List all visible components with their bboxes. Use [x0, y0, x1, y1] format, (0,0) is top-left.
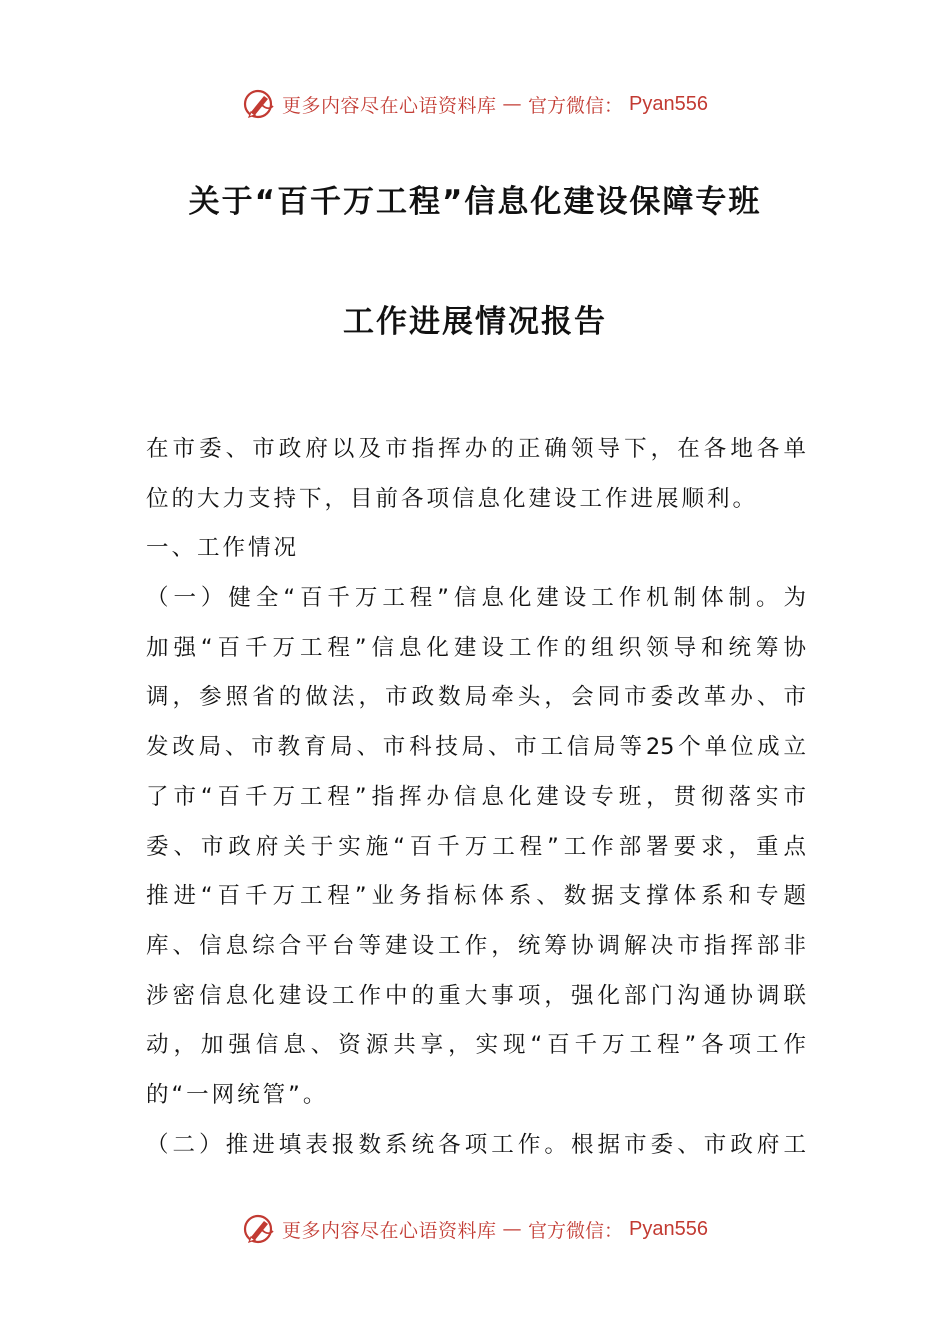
- watermark-wechat-label: 官方微信：: [528, 94, 624, 117]
- body-line: 推进“百千万工程”业务指标体系、数据支撑体系和专题: [146, 883, 806, 910]
- body-line: 了市“百千万工程”指挥办信息化建设专班，贯彻落实市: [146, 783, 806, 810]
- body-line: 发改局、市教育局、市科技局、市工信局等25个单位成立: [146, 734, 806, 761]
- body-line: 的“一网统管”。: [146, 1081, 329, 1108]
- body-line: 库、信息综合平台等建设工作，统筹协调解决市指挥部非: [146, 932, 806, 959]
- watermark-dash: —: [502, 93, 523, 115]
- watermark-dash: —: [502, 1218, 523, 1240]
- body-line: 涉密信息化建设工作中的重大事项，强化部门沟通协调联: [146, 982, 806, 1009]
- document-body: [146, 425, 806, 1170]
- watermark-text: 更多内容尽在心语资料库: [282, 94, 497, 117]
- body-line: （一）健全“百千万工程”信息化建设工作机制体制。为: [146, 585, 806, 612]
- body-line: （二）推进填表报数系统各项工作。根据市委、市政府工: [146, 1131, 806, 1158]
- watermark-text: 更多内容尽在心语资料库: [282, 1219, 497, 1242]
- watermark-wechat-label: 官方微信：: [528, 1219, 624, 1242]
- pen-logo-icon: [242, 87, 276, 121]
- pen-logo-icon: [242, 1212, 276, 1246]
- document-title-line-1: 关于“百千万工程”信息化建设保障专班: [188, 184, 762, 220]
- watermark-wechat-id: Pyan556: [629, 1217, 708, 1240]
- watermark-wechat-id: Pyan556: [629, 92, 708, 115]
- document-title-line-2: 工作进展情况报告: [343, 304, 607, 340]
- section-heading: 一、工作情况: [146, 535, 300, 562]
- body-line: 委、市政府关于实施“百千万工程”工作部署要求，重点: [146, 833, 806, 860]
- body-line: 位的大力支持下，目前各项信息化建设工作进展顺利。: [146, 485, 759, 512]
- header-watermark: [0, 84, 950, 124]
- footer-watermark: [0, 1209, 950, 1249]
- body-line: 在市委、市政府以及市指挥办的正确领导下，在各地各单: [146, 436, 806, 462]
- body-line: 动，加强信息、资源共享，实现“百千万工程”各项工作: [146, 1032, 806, 1059]
- body-line: 加强“百千万工程”信息化建设工作的组织领导和统筹协: [146, 634, 806, 661]
- body-line: 调，参照省的做法，市政数局牵头，会同市委改革办、市: [146, 684, 806, 711]
